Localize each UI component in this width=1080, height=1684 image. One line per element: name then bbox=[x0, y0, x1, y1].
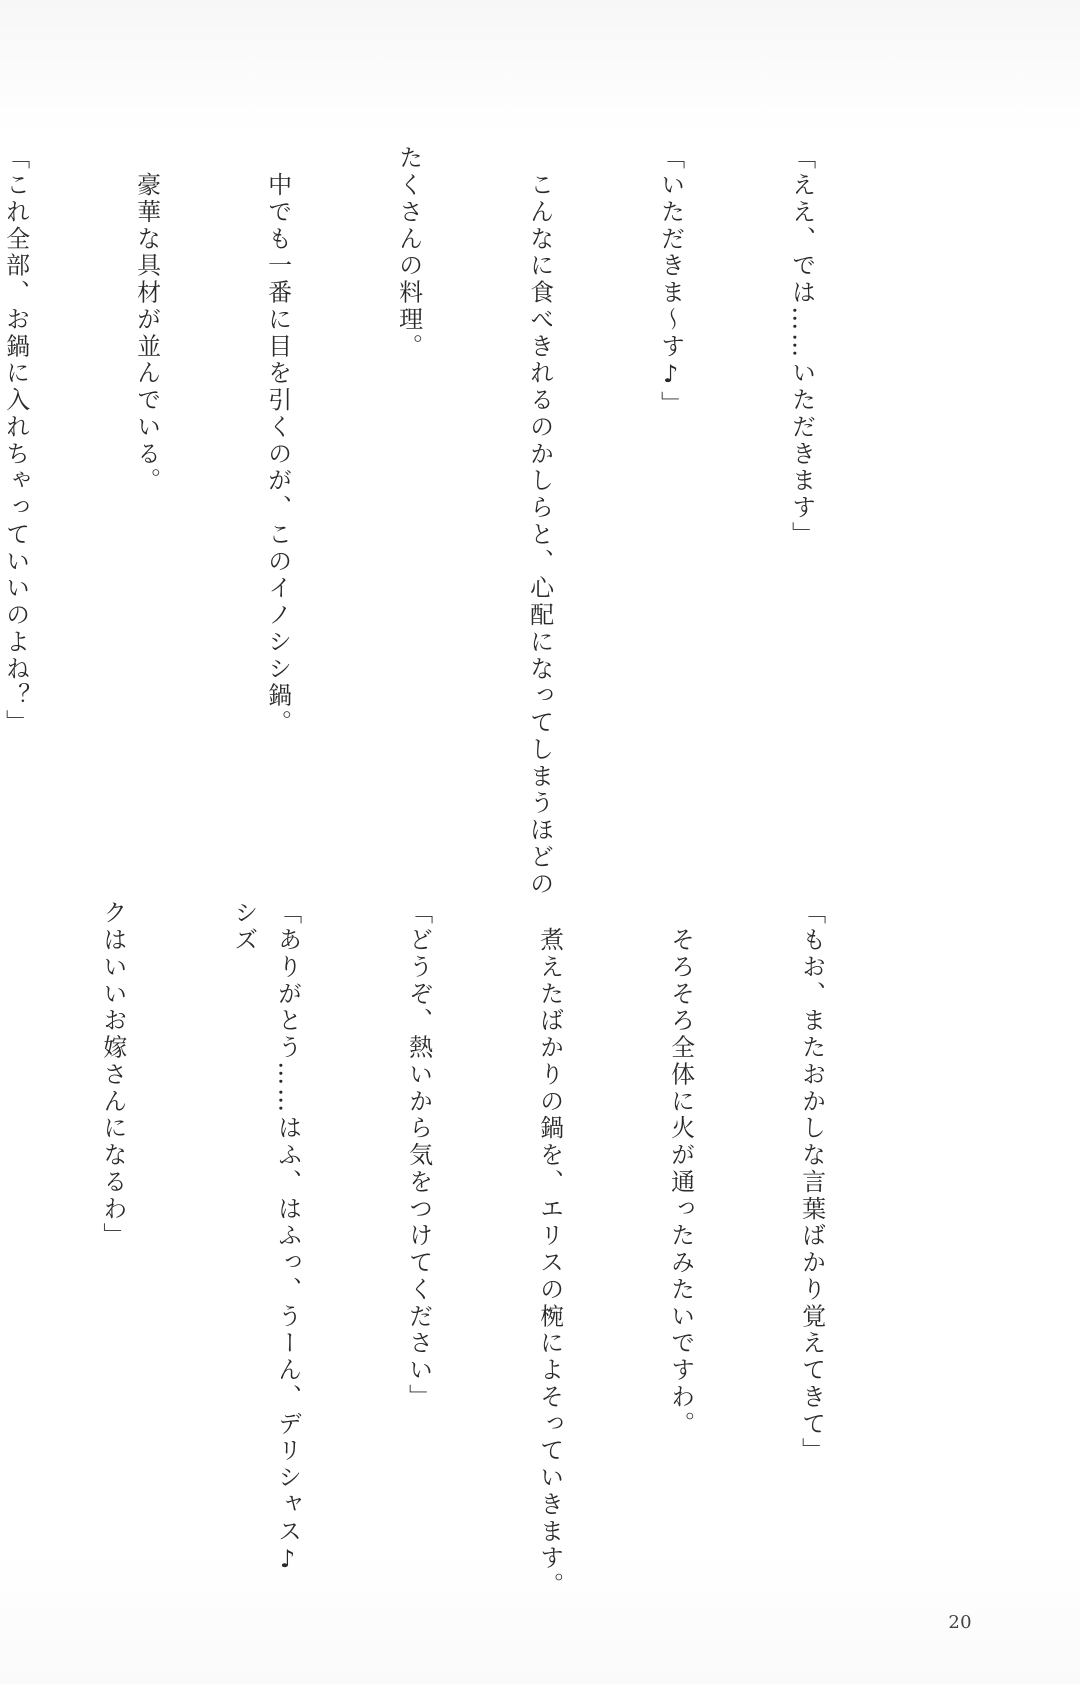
upper-line-1: 「ええ、では……いただきます」 bbox=[787, 145, 816, 549]
lower-line-3: 煮えたばかりの鍋を、エリスの椀によそっていきます。 bbox=[535, 900, 564, 1599]
upper-line-7: 「これ全部、お鍋に入れちゃっていいのよね？」 bbox=[1, 145, 30, 737]
upper-line-4: たくさんの料理。 bbox=[394, 145, 423, 361]
upper-line-2: 「いただきま～す♪」 bbox=[656, 145, 685, 418]
lower-line-6: クはいいお嫁さんになるわ」 bbox=[98, 900, 127, 1250]
lower-line-1: 「もお、またおかしな言葉ばかり覚えてきて」 bbox=[797, 900, 826, 1465]
upper-text-block bbox=[1, 145, 910, 905]
lower-text-block bbox=[98, 900, 920, 1630]
lower-line-5: 「ありがとう……はふ、はふっ、うーん、デリシャス♪ シズ bbox=[229, 900, 302, 1603]
page-number: 20 bbox=[948, 1612, 972, 1633]
upper-line-5: 中でも一番に目を引くのが、このイノシシ鍋。 bbox=[263, 145, 292, 737]
upper-line-6: 豪華な具材が並んでいる。 bbox=[132, 145, 161, 495]
lower-line-4: 「どうぞ、熱いから気をつけてください」 bbox=[404, 900, 433, 1411]
upper-line-3: こんなに食べきれるのかしらと、心配になってしまうほどの bbox=[525, 145, 554, 898]
lower-line-7 bbox=[0, 900, 3, 1630]
lower-line-2: そろそろ全体に火が通ったみたいですわ。 bbox=[666, 900, 695, 1438]
